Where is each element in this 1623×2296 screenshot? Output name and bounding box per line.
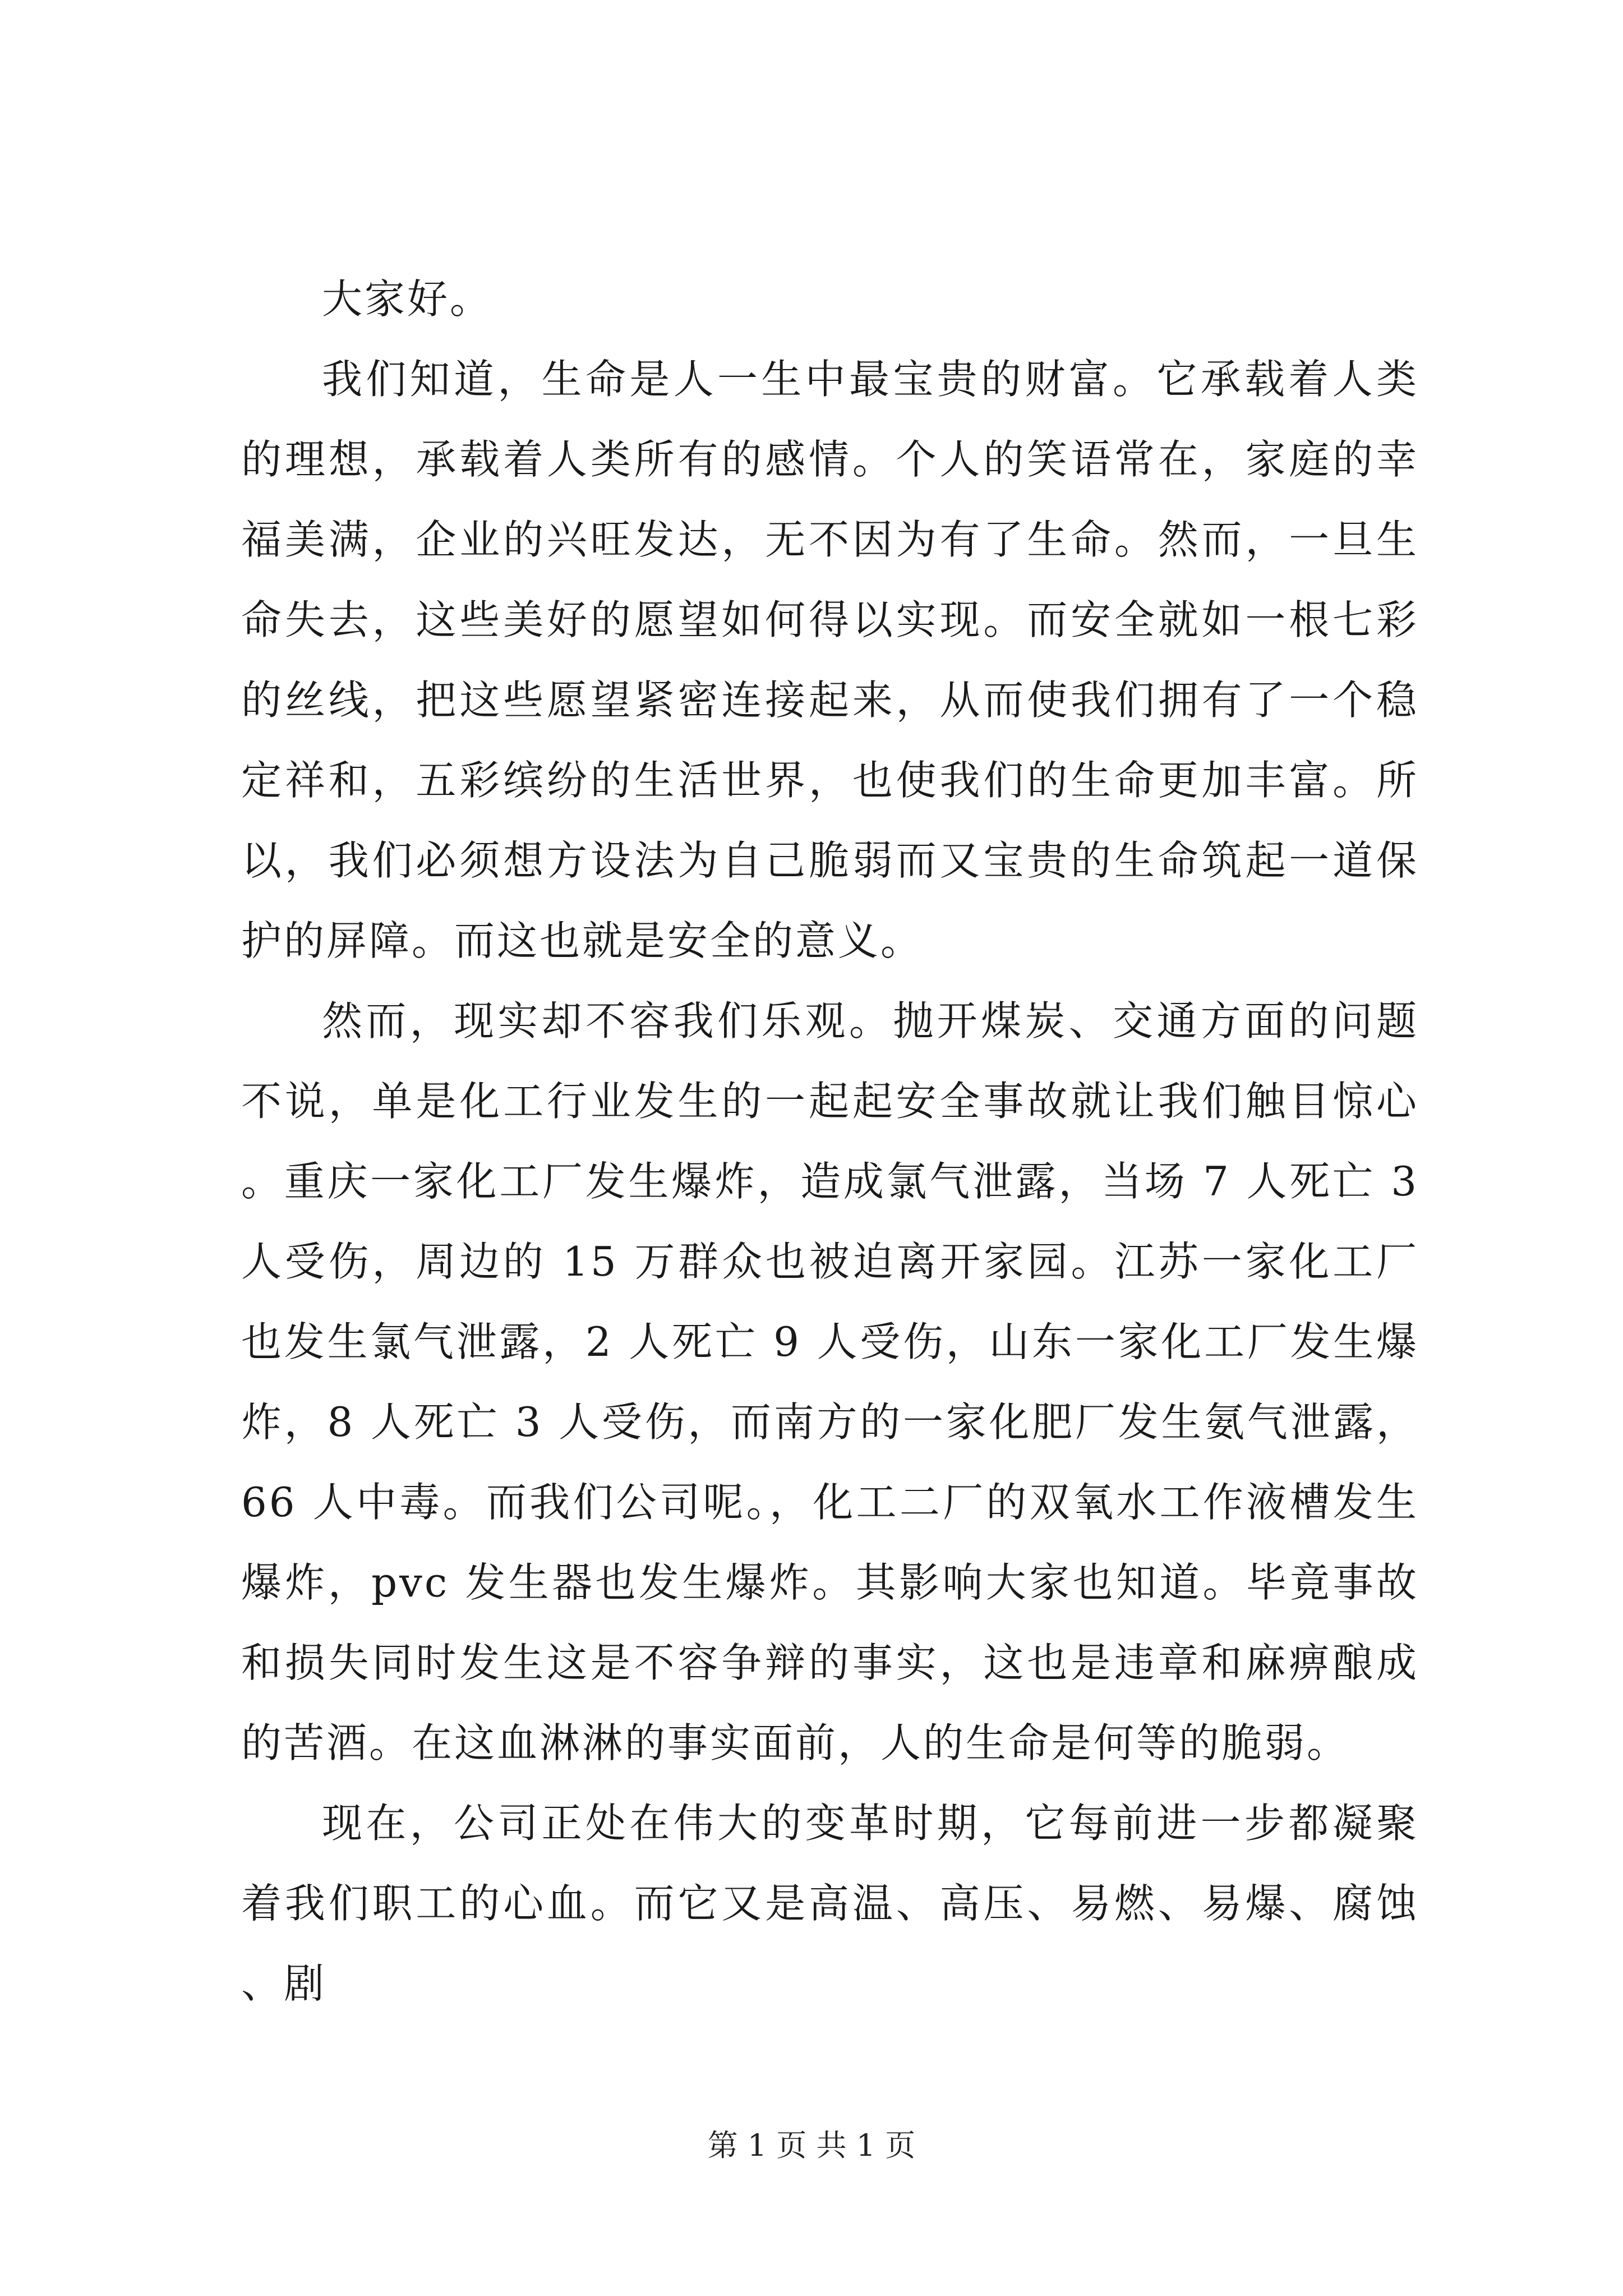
paragraph-life-value: 我们知道，生命是人一生中最宝贵的财富。它承载着人类的理想，承载着人类所有的感情。个人的笑语常在，家庭的幸福美满，企业的兴旺发达，无不因为有了生命。然而，一旦生命失去，这些美好的愿望如何得以实现。而安全就如一根七彩的丝线，把这些愿望紧密连接起来，从而使我们拥有了一个稳定祥和，五彩缤纷的生活世界，也使我们的生命更加丰富。所以，我们必须想方设法为自己脆弱而又宝贵的生命筑起一道保护的屏障。而这也就是安全的意义。	[241, 356, 1419, 964]
paragraph-accidents: 然而，现实却不容我们乐观。抛开煤炭、交通方面的问题不说，单是化工行业发生的一起起安全事故就让我们触目惊心。重庆一家化工厂发生爆炸，造成氯气泄露，当场 7 人死亡 3 人受伤，周边的 15 万群众也被迫离开家园。江苏一家化工厂也发生氯气泄露，2 人死亡 9 人受伤，山东一家化工厂发生爆炸，8 人死亡 3 人受伤，而南方的一家化肥厂发生氨气泄露，66 人中毒。而我们公司呢。，化工二厂的双氧水工作液槽发生爆炸，pvc 发生器也发生爆炸。其影响大家也知道。毕竟事故和损失同时发生这是不容争辩的事实，这也是违章和麻痹酿成的苦酒。在这血淋淋的事实面前，人的生命是何等的脆弱。	[241, 997, 1419, 1766]
paragraph-company-reform: 现在，公司正处在伟大的变革时期，它每前进一步都凝聚着我们职工的心血。而它又是高温、高压、易燃、易爆、腐蚀、剧	[241, 1800, 1419, 2007]
document-body	[241, 259, 1419, 2024]
page-footer: 第 1 页 共 1 页	[707, 2128, 916, 2163]
paragraph-greeting: 大家好。	[322, 275, 493, 323]
